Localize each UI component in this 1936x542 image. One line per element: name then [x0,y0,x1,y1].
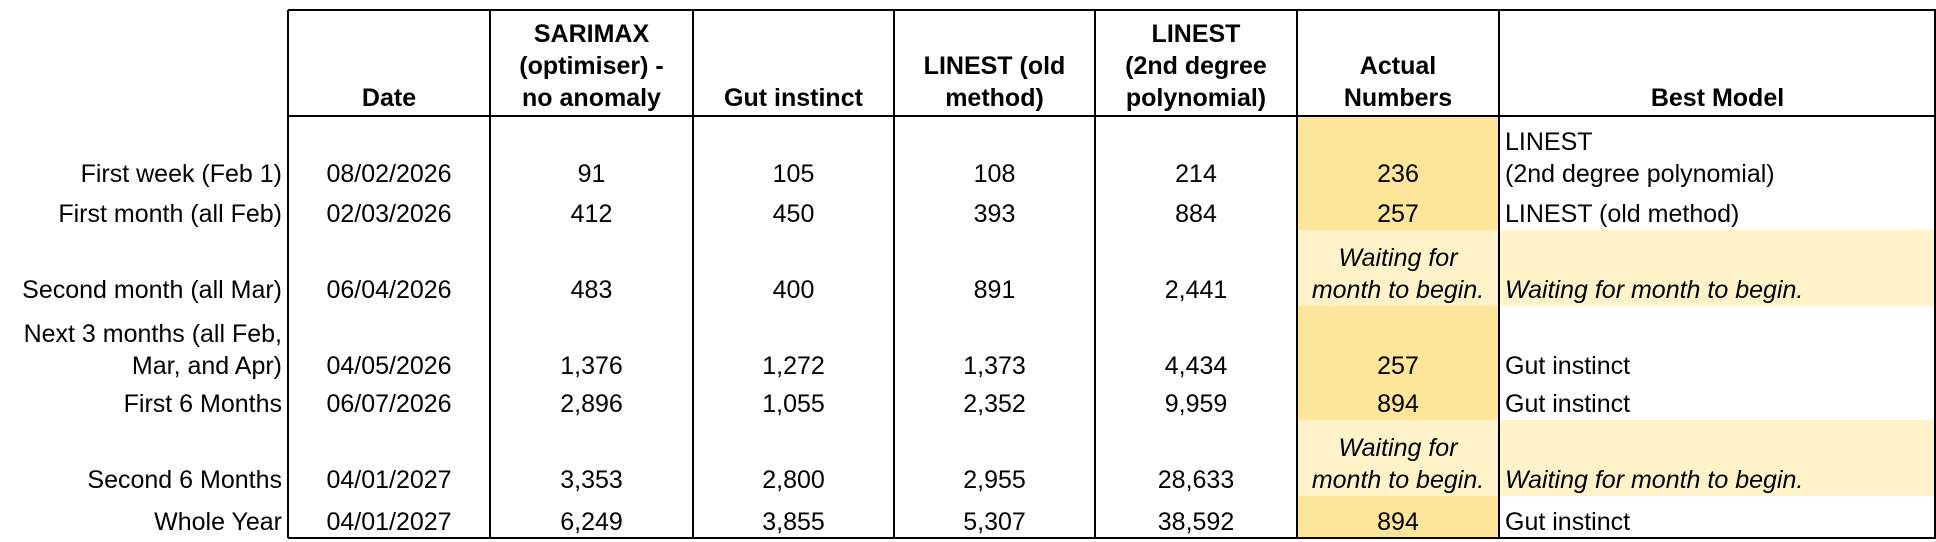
cell-best [1499,420,1936,496]
cell-text-line: Waiting for [1338,244,1458,272]
cell-text-line: 5,307 [963,508,1026,536]
cell-date [288,230,490,306]
cell-text-line: 9,959 [1164,390,1228,418]
cell-text-line: 06/04/2026 [326,276,452,304]
column-divider [1296,10,1298,538]
table-bottom-border [288,537,1936,539]
cell-text-line: 108 [973,160,1016,188]
cell-sarimax [490,306,693,382]
header-text-line: Actual [1359,52,1437,80]
header-text-line: SARIMAX [533,20,650,48]
cell-sarimax [490,382,693,420]
cell-text-line: 1,373 [963,352,1026,380]
cell-sarimax [490,496,693,538]
header-text-line: LINEST [1151,20,1241,48]
cell-linest-poly [1095,496,1297,538]
cell-text-line: LINEST (old method) [1505,200,1740,228]
table-top-border [288,9,1936,11]
header-linest-poly [1095,10,1297,116]
cell-gut [693,382,894,420]
header-text-line: (2nd degree [1125,52,1267,80]
header-text-line: LINEST (old [923,52,1066,80]
column-divider [893,10,895,538]
row-label [0,382,288,420]
column-divider [1094,10,1096,538]
cell-actual [1297,190,1499,230]
cell-text-line: 04/05/2026 [326,352,452,380]
cell-text-line: (2nd degree polynomial) [1505,160,1775,188]
cell-text-line: 891 [973,276,1016,304]
cell-linest-old [894,230,1095,306]
cell-text-line: 257 [1377,352,1419,380]
cell-text-line: 105 [772,160,815,188]
cell-text-line: 236 [1377,160,1419,188]
cell-text-line: 3,353 [560,466,623,494]
row-label [0,420,288,496]
cell-text-line: 2,800 [762,466,825,494]
cell-actual [1297,116,1499,190]
cell-text-line: Waiting for month to begin. [1505,276,1804,304]
cell-text-line: Mar, and Apr) [131,352,282,380]
row-label [0,230,288,306]
column-divider [692,10,694,538]
header-text-line: Gut instinct [724,84,863,112]
row-label [0,306,288,382]
cell-gut [693,230,894,306]
cell-linest-old [894,306,1095,382]
cell-linest-poly [1095,116,1297,190]
cell-actual [1297,230,1499,306]
header-gut [693,10,894,116]
cell-text-line: 483 [570,276,613,304]
cell-linest-old [894,190,1095,230]
row-label [0,190,288,230]
cell-gut [693,190,894,230]
cell-text-line: month to begin. [1311,466,1485,494]
cell-sarimax [490,116,693,190]
cell-actual [1297,420,1499,496]
cell-text-line: First week (Feb 1) [80,160,282,188]
cell-linest-poly [1095,190,1297,230]
cell-date [288,420,490,496]
header-text-line: Best Model [1650,84,1785,112]
row-label [0,496,288,538]
cell-actual [1297,382,1499,420]
cell-text-line: 6,249 [560,508,623,536]
cell-linest-poly [1095,230,1297,306]
cell-text-line: Next 3 months (all Feb, [23,320,282,348]
cell-gut [693,496,894,538]
header-text-line: (optimiser) - [519,52,664,80]
cell-text-line: Gut instinct [1505,390,1631,418]
cell-text-line: 08/02/2026 [326,160,452,188]
cell-best [1499,230,1936,306]
cell-text-line: 2,955 [963,466,1026,494]
cell-date [288,190,490,230]
cell-text-line: 38,592 [1157,508,1235,536]
header-actual [1297,10,1499,116]
cell-best [1499,190,1936,230]
cell-date [288,496,490,538]
cell-text-line: month to begin. [1311,276,1485,304]
cell-linest-old [894,382,1095,420]
cell-text-line: 04/01/2027 [326,508,452,536]
cell-actual [1297,306,1499,382]
cell-text-line: 4,434 [1164,352,1228,380]
cell-text-line: 28,633 [1157,466,1235,494]
cell-text-line: 393 [973,200,1016,228]
cell-linest-poly [1095,382,1297,420]
cell-linest-old [894,116,1095,190]
cell-text-line: 02/03/2026 [326,200,452,228]
header-sarimax [490,10,693,116]
cell-best [1499,382,1936,420]
cell-gut [693,420,894,496]
cell-text-line: Gut instinct [1505,352,1631,380]
cell-text-line: Second month (all Mar) [22,276,282,304]
cell-text-line: 06/07/2026 [326,390,452,418]
header-date [288,10,490,116]
cell-text-line: 214 [1175,160,1217,188]
cell-linest-poly [1095,420,1297,496]
cell-text-line: 412 [570,200,613,228]
column-divider [1498,10,1500,538]
cell-text-line: 2,352 [963,390,1026,418]
cell-best [1499,496,1936,538]
cell-linest-old [894,496,1095,538]
cell-text-line: LINEST [1505,128,1593,156]
cell-text-line: 894 [1377,390,1419,418]
cell-actual [1297,496,1499,538]
cell-text-line: Gut instinct [1505,508,1631,536]
cell-date [288,116,490,190]
cell-text-line: 2,441 [1164,276,1228,304]
cell-text-line: 450 [772,200,815,228]
cell-text-line: 257 [1377,200,1419,228]
cell-date [288,306,490,382]
cell-date [288,382,490,420]
cell-sarimax [490,420,693,496]
cell-sarimax [490,190,693,230]
cell-gut [693,116,894,190]
cell-text-line: 1,376 [560,352,623,380]
cell-text-line: First 6 Months [123,390,282,418]
cell-best [1499,306,1936,382]
column-divider [287,10,289,538]
header-best [1499,10,1936,116]
header-text-line: method) [945,84,1044,112]
header-text-line: polynomial) [1125,84,1267,112]
header-text-line: no anomaly [522,84,661,112]
cell-sarimax [490,230,693,306]
cell-text-line: 3,855 [762,508,825,536]
header-linest-old [894,10,1095,116]
cell-text-line: 400 [772,276,815,304]
header-text-line: Numbers [1343,84,1453,112]
cell-text-line: Whole Year [154,508,282,536]
cell-text-line: Second 6 Months [87,466,282,494]
cell-text-line: 1,055 [762,390,825,418]
cell-text-line: First month (all Feb) [58,200,282,228]
cell-text-line: Waiting for [1338,434,1458,462]
cell-text-line: 2,896 [560,390,623,418]
header-text-line: Date [361,84,417,112]
cell-best [1499,116,1936,190]
header-divider [288,115,1936,117]
row-label [0,116,288,190]
cell-text-line: 894 [1377,508,1419,536]
column-divider [489,10,491,538]
cell-gut [693,306,894,382]
cell-linest-poly [1095,306,1297,382]
cell-text-line: Waiting for month to begin. [1505,466,1804,494]
cell-text-line: 04/01/2027 [326,466,452,494]
cell-linest-old [894,420,1095,496]
cell-text-line: 91 [577,160,606,188]
cell-text-line: 1,272 [762,352,825,380]
cell-text-line: 884 [1175,200,1217,228]
